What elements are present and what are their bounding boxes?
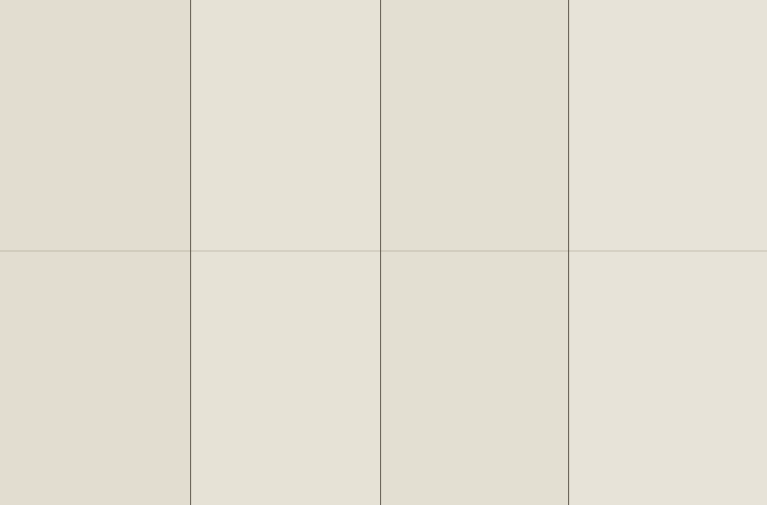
clipping-col2 — [192, 0, 380, 505]
fold-crease — [0, 250, 767, 252]
clipping-col1 — [0, 0, 190, 505]
clipping-col4 — [570, 0, 767, 505]
gutter-2 — [380, 0, 381, 505]
clipping-col3 — [382, 0, 568, 505]
gutter-3 — [568, 0, 569, 505]
gutter-1 — [190, 0, 191, 505]
